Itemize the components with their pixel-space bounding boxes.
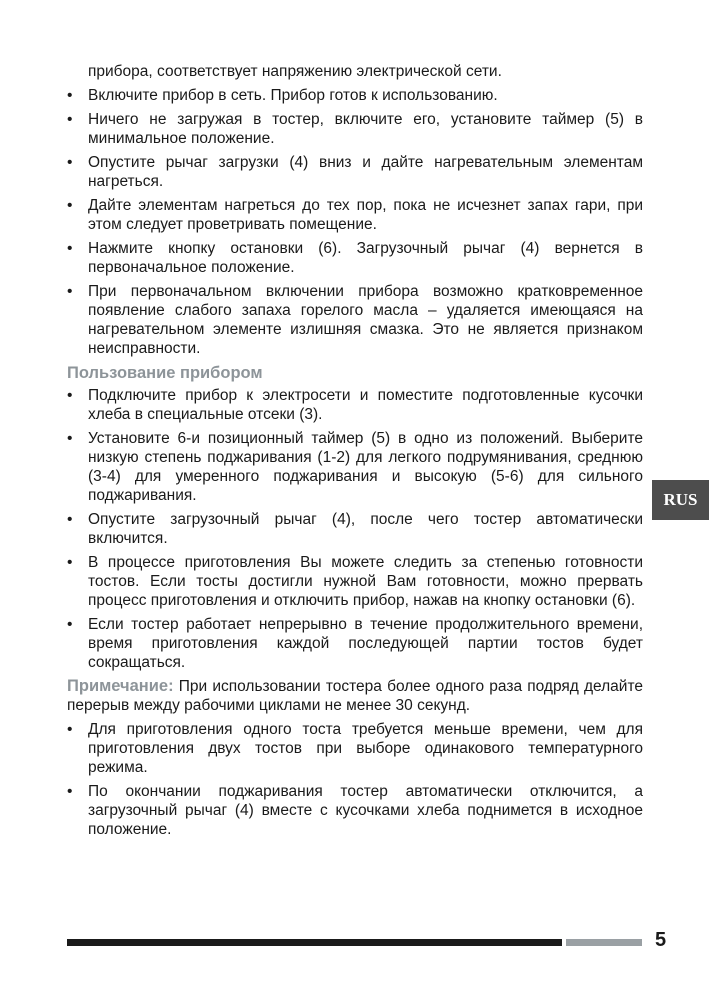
section-heading: Пользование прибором bbox=[67, 364, 263, 382]
list-item-text: Дайте элементам нагреться до тех пор, пока не исчезнет запах гари, при этом следует проветривать помещение. bbox=[88, 197, 643, 233]
list-item-text: Если тостер работает непрерывно в течение продолжительного времени, время приготовления каждой последующей партии тостов будет сокращаться. bbox=[88, 616, 643, 671]
bullet-icon: • bbox=[67, 721, 73, 738]
language-tab: RUS bbox=[652, 480, 709, 520]
bullet-icon: • bbox=[67, 154, 73, 171]
bullet-icon: • bbox=[67, 511, 73, 528]
bullet-icon: • bbox=[67, 111, 73, 128]
list-item-text: Нажмите кнопку остановки (6). Загрузочный рычаг (4) вернется в первоначальное положение. bbox=[88, 240, 643, 276]
list-item-text: Подключите прибор к электросети и поместите подготовленные кусочки хлеба в специальные отсеки (3). bbox=[88, 387, 643, 423]
page-number: 5 bbox=[655, 929, 667, 951]
list-item-text: Опустите рычаг загрузки (4) вниз и дайте нагревательным элементам нагреться. bbox=[88, 154, 643, 190]
usage-list bbox=[67, 386, 643, 672]
list-item bbox=[67, 239, 643, 277]
list-item bbox=[67, 110, 643, 148]
setup-list bbox=[67, 86, 643, 358]
list-item-text: Ничего не загружая в тостер, включите его, установите таймер (5) в минимальное положение. bbox=[88, 111, 643, 147]
list-item bbox=[67, 553, 643, 610]
list-item-text: Установите 6-и позиционный таймер (5) в одно из положений. Выберите низкую степень поджаривания (1-2) для легкого подрумянивания, среднюю (3-4) для умеренного поджаривания и высокую (5-6) для сильного поджаривания. bbox=[88, 430, 643, 504]
bullet-icon: • bbox=[67, 783, 73, 800]
list-item bbox=[67, 615, 643, 672]
bullet-icon: • bbox=[67, 87, 73, 104]
list-item bbox=[67, 386, 643, 424]
list-item bbox=[67, 782, 643, 839]
list-item bbox=[67, 196, 643, 234]
bullet-icon: • bbox=[67, 240, 73, 257]
list-item bbox=[67, 86, 643, 105]
note-text: При использовании тостера более одного раза подряд делайте перерыв между рабочими циклами не менее 30 секунд. bbox=[67, 678, 644, 714]
tips-list bbox=[67, 720, 643, 839]
bullet-icon: • bbox=[67, 283, 73, 300]
bullet-icon: • bbox=[67, 616, 73, 633]
list-item bbox=[67, 720, 643, 777]
bullet-icon: • bbox=[67, 197, 73, 214]
list-item-text: По окончании поджаривания тостер автоматически отключится, а загрузочный рычаг (4) вместе с кусочками хлеба поднимется в исходное положение. bbox=[88, 783, 643, 838]
list-item-text: Опустите загрузочный рычаг (4), после чего тостер автоматически включится. bbox=[88, 511, 643, 547]
bullet-icon: • bbox=[67, 430, 73, 447]
footer-rule-dark bbox=[67, 939, 562, 946]
list-item-text: Включите прибор в сеть. Прибор готов к использованию. bbox=[88, 87, 498, 104]
list-item bbox=[67, 282, 643, 358]
list-item bbox=[67, 510, 643, 548]
list-item-text: В процессе приготовления Вы можете следить за степенью готовности тостов. Если тосты достигли нужной Вам готовности, можно прервать процесс приготовления и отключить прибор, нажав на кнопку остановки (6). bbox=[88, 554, 643, 609]
note-paragraph bbox=[67, 677, 643, 715]
list-item bbox=[67, 153, 643, 191]
list-item-text: При первоначальном включении прибора возможно кратковременное появление слабого запаха горелого масла – удаляется имеющаяся на нагревательном элементе излишняя смазка. Это не является признаком неисправности. bbox=[88, 283, 643, 357]
bullet-icon: • bbox=[67, 554, 73, 571]
page-content bbox=[67, 62, 643, 844]
list-item bbox=[67, 429, 643, 505]
footer-rule-gray bbox=[566, 939, 642, 946]
continuation-text: прибора, соответствует напряжению электрической сети. bbox=[88, 63, 502, 80]
note-label: Примечание: bbox=[67, 677, 174, 695]
bullet-icon: • bbox=[67, 387, 73, 404]
list-item-text: Для приготовления одного тоста требуется меньше времени, чем для приготовления двух тостов при выборе одинакового температурного режима. bbox=[88, 721, 643, 776]
